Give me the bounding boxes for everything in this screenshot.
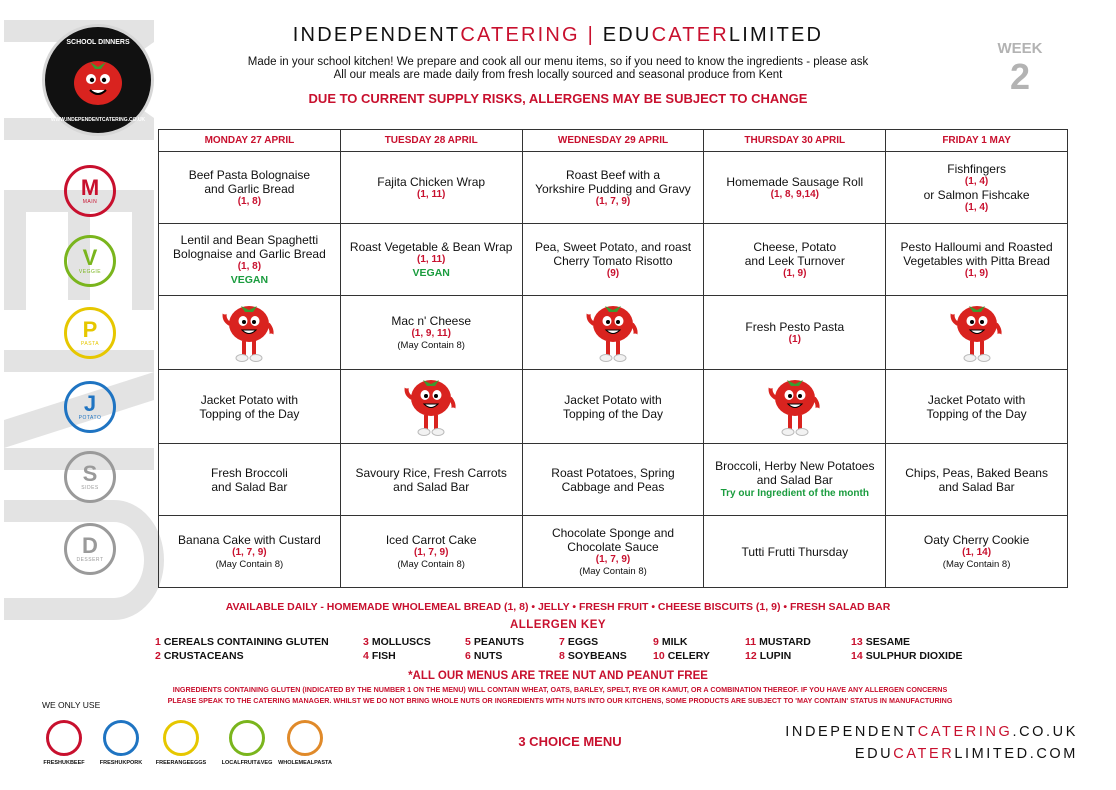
allergen-name: SESAME: [865, 636, 911, 648]
allergen-codes: (1, 11): [417, 253, 446, 265]
allergen-key-item: [559, 650, 627, 662]
dish-name-line2: Vegetables with Pitta Bread: [903, 253, 1050, 268]
allergen-codes: (1, 7, 9): [232, 546, 267, 558]
dish-name-line2: Cherry Tomato Risotto: [553, 253, 673, 268]
menu-cell: [704, 444, 886, 516]
week-label: WEEK: [997, 40, 1043, 57]
week-indicator: [990, 40, 1050, 97]
menu-cell: [340, 296, 522, 370]
allergen-number: 12: [745, 650, 757, 662]
tomato-mascot-icon: [945, 298, 1009, 364]
allergen-number: 4: [363, 650, 369, 662]
dish-name: Beef Pasta Bolognaise: [188, 167, 311, 182]
allergen-key-title: ALLERGEN KEY: [509, 619, 607, 631]
dish-name: Cheese, Potato: [753, 239, 837, 254]
website-educater[interactable]: [855, 746, 1078, 762]
url2-part-a: EDU: [854, 746, 894, 762]
sourcing-badge-icon: [46, 720, 82, 756]
menu-cell: [886, 516, 1068, 588]
dish-name: Chocolate Sponge and: [551, 525, 675, 540]
menu-row: [159, 152, 1068, 224]
vegan-badge: VEGAN: [412, 266, 450, 279]
allergen-name: CEREALS CONTAINING GLUTEN: [163, 636, 329, 648]
allergen-name: CRUSTACEANS: [163, 650, 244, 662]
allergen-number: 9: [653, 636, 659, 648]
dish-name: Roast Vegetable & Bean Wrap: [349, 239, 513, 254]
allergen-number: 13: [851, 636, 863, 648]
menu-row: [159, 516, 1068, 588]
brand-header: [0, 24, 1116, 47]
dish-name: Savoury Rice, Fresh Carrots: [355, 465, 507, 480]
may-contain-note: (May Contain 8): [579, 565, 647, 577]
menu-row: [159, 224, 1068, 296]
allergen-name: NUTS: [473, 650, 503, 662]
category-potato-icon: [64, 381, 116, 433]
allergen-name: PEANUTS: [473, 636, 525, 648]
allergen-name: MOLLUSCS: [371, 636, 431, 648]
allergen-codes: (1, 8, 9,14): [770, 188, 819, 200]
tree-nut-notice: *ALL OUR MENUS ARE TREE NUT AND PEANUT FREE: [408, 670, 708, 682]
logo-url: WWW.INDEPENDENTCATERING.CO.UK: [50, 117, 146, 123]
dish-name: Fajita Chicken Wrap: [377, 174, 486, 189]
dish-name-line2: Topping of the Day: [199, 406, 300, 421]
dish-name: Roast Potatoes, Spring: [551, 465, 675, 480]
menu-cell: [704, 296, 886, 370]
dish-name: Lentil and Bean Spaghetti: [180, 232, 319, 247]
dish-name-line2: and Salad Bar: [756, 472, 833, 487]
menu-cell: [886, 224, 1068, 296]
logo-title: SCHOOL DINNERS: [66, 39, 130, 46]
dish-name-line2: Chocolate Sauce: [567, 539, 659, 554]
allergen-codes: (1, 7, 9): [413, 546, 449, 558]
allergen-number: 2: [155, 650, 161, 662]
menu-cell: [340, 224, 522, 296]
category-letter: S: [82, 461, 98, 486]
may-contain-note: (May Contain 8): [942, 558, 1011, 570]
allergen-number: 7: [559, 636, 565, 648]
dish-name: Fresh Broccoli: [211, 465, 288, 480]
gluten-line-2: PLEASE SPEAK TO THE CATERING MANAGER. WHILST WE DO NOT BRING WHOLE NUTS OR INGREDIENTS WITH NUTS INTO OUR KITCHENS, SOME PRODUCTS ARE SUBJECT TO 'MAY CONTAIN' STATUS IN MANUFACTURING: [167, 696, 953, 705]
dish-alt-name: or Salmon Fishcake: [923, 187, 1030, 202]
allergen-codes: (1, 7, 9): [595, 553, 631, 565]
menu-table: [158, 129, 1068, 588]
tomato-mascot-icon: [399, 372, 463, 438]
menu-cell: [340, 444, 522, 516]
sourcing-badge-label: FREERANGEEGGS: [155, 760, 207, 766]
gluten-notice: [110, 684, 1010, 706]
category-letter: D: [82, 533, 98, 558]
dish-name: Oaty Cherry Cookie: [923, 532, 1030, 547]
url1-part-a: INDEPENDENT: [785, 724, 918, 740]
menu-cell: [704, 370, 886, 444]
may-contain-note: (May Contain 8): [215, 558, 284, 570]
allergen-key-item: [155, 636, 329, 648]
category-letter: V: [82, 245, 98, 270]
category-main-icon: [64, 165, 116, 217]
menu-cell: [159, 444, 341, 516]
category-sides-icon: [64, 451, 116, 503]
sourcing-badge-icon: [287, 720, 323, 756]
category-word: POTATO: [78, 415, 102, 421]
dish-name-line2: and Salad Bar: [393, 479, 470, 494]
intro-line-1: Made in your school kitchen! We prepare and cook all our menu items, so if you need to know the ingredients - please ask: [247, 56, 869, 68]
allergen-number: 1: [155, 636, 161, 648]
dish-name-line2: and Salad Bar: [938, 479, 1015, 494]
allergen-codes-alt: (1, 4): [964, 201, 989, 213]
allergen-number: 5: [465, 636, 471, 648]
sourcing-badge-label: FRESHUKBEEF: [43, 760, 85, 766]
allergen-key-item: [465, 636, 524, 648]
menu-cell: [159, 152, 341, 224]
menu-cell: [522, 516, 704, 588]
menu-cell: [522, 152, 704, 224]
ingredient-month-note: Try our Ingredient of the month: [720, 487, 869, 499]
menu-cell: [522, 224, 704, 296]
menu-cell: [340, 516, 522, 588]
allergen-key-item: [653, 636, 688, 648]
available-daily: AVAILABLE DAILY - HOMEMADE WHOLEMEAL BREAD (1, 8) • JELLY • FRESH FRUIT • CHEESE BISCUITS (1, 9) • FRESH SALAD BAR: [225, 601, 891, 613]
category-word: DESSERT: [76, 557, 104, 563]
allergen-key-item: [745, 650, 791, 662]
menu-cell: [704, 152, 886, 224]
dish-name: Banana Cake with Custard: [178, 532, 321, 547]
allergen-key-item: [155, 650, 244, 662]
category-letter: J: [83, 391, 97, 416]
sourcing-badge-icon: [229, 720, 265, 756]
allergen-codes: (1, 14): [962, 546, 992, 558]
category-letter: M: [80, 175, 100, 200]
allergen-number: 14: [851, 650, 863, 662]
brand-independent: INDEPENDENT: [292, 24, 461, 46]
allergen-name: CELERY: [667, 650, 710, 662]
allergen-key-item: [745, 636, 811, 648]
tomato-mascot-icon: [217, 298, 281, 364]
allergen-codes: (1): [788, 333, 801, 345]
allergen-codes: (9): [606, 267, 620, 279]
dish-name-line2: and Salad Bar: [211, 479, 288, 494]
menu-cell: [886, 370, 1068, 444]
url2-part-c: LIMITED.COM: [954, 746, 1078, 762]
allergen-codes: (1, 9): [783, 267, 807, 279]
sourcing-badge-label: LOCALFRUIT&VEG: [221, 760, 273, 766]
allergen-name: EGGS: [567, 636, 599, 648]
menu-cell: [886, 444, 1068, 516]
allergen-key-item: [559, 636, 598, 648]
sourcing-badge-label: FRESHUKPORK: [99, 760, 143, 766]
allergen-key-item: [851, 636, 910, 648]
allergen-name: SULPHUR DIOXIDE: [865, 650, 963, 662]
menu-row: [159, 444, 1068, 516]
day-header: FRIDAY 1 MAY: [886, 130, 1068, 152]
category-letter: P: [82, 317, 98, 342]
menu-cell: [159, 516, 341, 588]
allergen-name: SOYBEANS: [567, 650, 627, 662]
tomato-mascot-icon: [763, 372, 827, 438]
day-header-row: [159, 130, 1068, 152]
category-veggie-icon: [64, 235, 116, 287]
dish-name: Jacket Potato with: [927, 392, 1026, 407]
dish-name: Roast Beef with a: [565, 167, 661, 182]
dish-name: Pea, Sweet Potato, and roast: [534, 239, 692, 254]
brand-limited: LIMITED: [728, 24, 824, 46]
allergen-name: LUPIN: [759, 650, 792, 662]
dish-name: Pesto Halloumi and Roasted: [900, 239, 1053, 254]
brand-edu: EDU: [602, 24, 652, 46]
sourcing-badge-icon: [163, 720, 199, 756]
menu-row: [159, 370, 1068, 444]
allergen-number: 3: [363, 636, 369, 648]
intro-line-2: All our meals are made daily from fresh locally sourced and seasonal produce from Kent: [333, 69, 783, 81]
dish-name: Fishfingers: [947, 161, 1006, 176]
tomato-mascot-icon: [63, 45, 133, 115]
dish-name-line2: and Leek Turnover: [744, 253, 845, 268]
allergen-number: 8: [559, 650, 565, 662]
day-header: THURSDAY 30 APRIL: [704, 130, 886, 152]
dish-name: Tutti Frutti Thursday: [741, 544, 849, 559]
allergen-name: MUSTARD: [759, 636, 811, 648]
day-header: MONDAY 27 APRIL: [159, 130, 341, 152]
dish-name: Jacket Potato with: [564, 392, 662, 407]
allergen-name: MILK: [661, 636, 688, 648]
allergen-number: 6: [465, 650, 471, 662]
url1-part-c: .CO.UK: [1012, 724, 1078, 740]
allergen-number: 11: [745, 636, 757, 648]
dish-name: Homemade Sausage Roll: [726, 174, 864, 189]
dish-name-line2: Topping of the Day: [926, 406, 1027, 421]
allergen-codes: (1, 7, 9): [595, 195, 631, 207]
vegan-badge: VEGAN: [230, 273, 269, 286]
category-pasta-icon: [64, 307, 116, 359]
dish-name: Iced Carrot Cake: [385, 532, 477, 547]
menu-cell: [159, 224, 341, 296]
dish-name-line2: Yorkshire Pudding and Gravy: [535, 181, 691, 196]
dish-name: Broccoli, Herby New Potatoes: [715, 458, 875, 473]
allergen-codes: (1, 4): [964, 175, 989, 187]
day-header: WEDNESDAY 29 APRIL: [522, 130, 704, 152]
website-independent[interactable]: [785, 724, 1078, 740]
menu-cell: [886, 152, 1068, 224]
category-dessert-icon: [64, 523, 116, 575]
menu-cell: [522, 370, 704, 444]
dish-name-line2: Topping of the Day: [562, 406, 664, 421]
category-word: VEGGIE: [78, 269, 102, 275]
menu-cell: [159, 370, 341, 444]
dish-name-line2: Cabbage and Peas: [561, 479, 665, 494]
menu-cell: [340, 370, 522, 444]
allergen-key-item: [363, 636, 431, 648]
choice-menu-label: 3 CHOICE MENU: [518, 734, 622, 749]
supply-warning: DUE TO CURRENT SUPPLY RISKS, ALLERGENS MAY BE SUBJECT TO CHANGE: [308, 91, 808, 106]
allergen-key-item: [363, 650, 396, 662]
allergen-key-item: [851, 650, 963, 662]
category-word: PASTA: [80, 341, 100, 347]
allergen-key-item: [653, 650, 710, 662]
allergen-codes: (1, 9, 11): [411, 327, 451, 339]
allergen-codes: (1, 11): [417, 188, 446, 200]
menu-cell: [704, 224, 886, 296]
url2-part-b: CATER: [893, 746, 955, 762]
gluten-line-1: INGREDIENTS CONTAINING GLUTEN (INDICATED BY THE NUMBER 1 ON THE MENU) WILL CONTAIN WHEAT, OATS, BARLEY, SPELT, RYE OR KAMUT, OR A COMBINATION THEREOF. IF YOU HAVE ANY ALLERGEN CONCERNS: [172, 685, 948, 694]
allergen-codes: (1, 8): [237, 260, 262, 272]
menu-cell: [522, 296, 704, 370]
menu-cell: [340, 152, 522, 224]
intro-text: [200, 56, 916, 82]
allergen-name: FISH: [371, 650, 396, 662]
tomato-mascot-icon: [581, 298, 645, 364]
we-only-use-label: WE ONLY USE: [42, 700, 101, 710]
menu-row: [159, 296, 1068, 370]
may-contain-note: (May Contain 8): [397, 558, 465, 570]
dish-name: Chips, Peas, Baked Beans: [905, 465, 1048, 480]
menu-cell: [886, 296, 1068, 370]
dish-name-line2: Bolognaise and Garlic Bread: [173, 246, 326, 261]
brand-catering: CATERING: [460, 24, 580, 46]
url1-part-b: CATERING: [917, 724, 1013, 740]
allergen-number: 10: [653, 650, 665, 662]
menu-cell: [159, 296, 341, 370]
category-word: SIDES: [81, 485, 99, 491]
category-word: MAIN: [82, 199, 98, 205]
dish-name: Fresh Pesto Pasta: [745, 319, 845, 334]
brand-cater: CATER: [651, 24, 729, 46]
sourcing-badge-icon: [103, 720, 139, 756]
dish-name: Jacket Potato with: [200, 392, 299, 407]
menu-cell: [704, 516, 886, 588]
brand-separator: |: [579, 24, 603, 46]
menu-cell: [522, 444, 704, 516]
sourcing-badge-label: WHOLEMEALPASTA: [278, 760, 332, 766]
dish-name-line2: and Garlic Bread: [204, 181, 295, 196]
may-contain-note: (May Contain 8): [397, 339, 465, 351]
allergen-codes: (1, 8): [237, 195, 262, 207]
allergen-codes: (1, 9): [964, 267, 989, 279]
week-number: 2: [1009, 56, 1031, 97]
day-header: TUESDAY 28 APRIL: [340, 130, 522, 152]
dish-name: Mac n' Cheese: [391, 313, 472, 328]
allergen-key-item: [465, 650, 502, 662]
